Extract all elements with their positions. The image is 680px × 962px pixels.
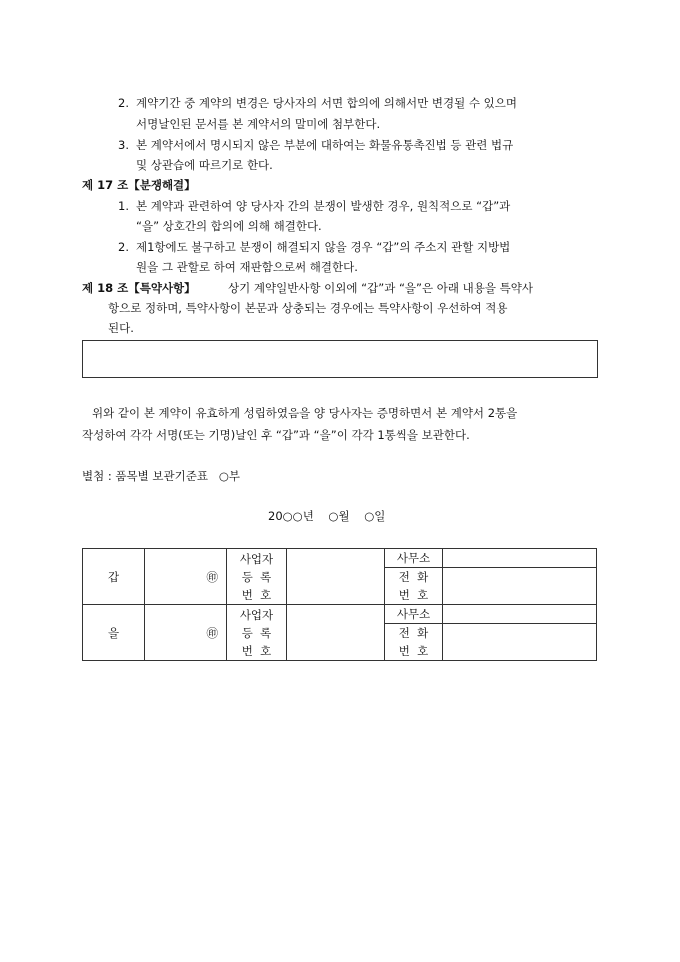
phone-label-line: 전 화 (398, 570, 429, 584)
signature-row-gap (83, 549, 597, 568)
phone-label-line: 번 호 (398, 644, 429, 658)
party-name-gap: 갑 (83, 549, 145, 605)
article18-title: 제 18 조【특약사항】 (82, 281, 196, 295)
article18-line3: 된다. (108, 321, 134, 335)
article16-item2-line2: 서명날인된 문서를 본 계약서의 말미에 첨부한다. (136, 117, 381, 131)
phone-label-eul (385, 624, 443, 661)
phone-label-line: 전 화 (398, 626, 429, 640)
article18-line2: 항으로 정하며, 특약사항이 본문과 상충되는 경우에는 특약사항이 우선하여 적용 (108, 301, 508, 315)
article17-item1-line2: “을” 상호간의 합의에 의해 해결한다. (136, 219, 322, 233)
biz-reg-value-gap[interactable] (287, 549, 385, 605)
closing-line1: 위와 같이 본 계약이 유효하게 성립하였음을 양 당사자는 증명하면서 본 계약서 2통을 (92, 406, 518, 420)
attachment-note: 별첨 : 품목별 보관기준표 ○부 (82, 469, 241, 483)
article16-item2-line1: 계약기간 중 계약의 변경은 당사자의 서면 합의에 의해서만 변경될 수 있으며 (136, 96, 517, 110)
phone-label-gap (385, 568, 443, 605)
phone-value-gap[interactable] (443, 568, 597, 605)
article16-item2-number: 2. (118, 96, 129, 110)
article18-line1: 상기 계약일반사항 이외에 “갑”과 “을”은 아래 내용을 특약사 (228, 281, 533, 295)
biz-reg-label-line: 사업자 (239, 551, 274, 566)
office-value-eul[interactable] (443, 605, 597, 624)
party-name-eul: 을 (83, 605, 145, 661)
article17-item2-line2: 원을 그 관할로 하여 재판함으로써 해결한다. (136, 260, 358, 274)
office-value-gap[interactable] (443, 549, 597, 568)
biz-reg-label-line: 번 호 (241, 643, 272, 658)
phone-label-line: 번 호 (398, 588, 429, 602)
seal-mark-gap: ㊞ (145, 549, 227, 605)
signature-row-eul (83, 605, 597, 624)
biz-reg-label-line: 등 록 (241, 569, 272, 584)
article16-item3-line2: 및 상관습에 따르기로 한다. (136, 158, 273, 172)
closing-line2: 작성하여 각각 서명(또는 기명)날인 후 “갑”과 “을”이 각각 1통씩을 보관한다. (82, 428, 470, 442)
article16-item3-number: 3. (118, 138, 129, 152)
biz-reg-label-gap (227, 549, 287, 605)
office-label-eul: 사무소 (385, 605, 443, 624)
biz-reg-label-line: 사업자 (239, 607, 274, 622)
biz-reg-label-eul (227, 605, 287, 661)
biz-reg-value-eul[interactable] (287, 605, 385, 661)
article17-item1-line1: 본 계약과 관련하여 양 당사자 간의 분쟁이 발생한 경우, 원칙적으로 “갑”과 (136, 199, 511, 213)
article17-item2-line1: 제1항에도 불구하고 분쟁이 해결되지 않을 경우 “갑”의 주소지 관할 지방법 (136, 240, 511, 254)
biz-reg-label-line: 번 호 (241, 587, 272, 602)
article17-title: 제 17 조【분쟁해결】 (82, 178, 196, 192)
phone-value-eul[interactable] (443, 624, 597, 661)
article16-item3-line1: 본 계약서에서 명시되지 않은 부분에 대하여는 화물유통촉진법 등 관련 법규 (136, 138, 514, 152)
article17-item1-number: 1. (118, 199, 129, 213)
seal-mark-eul: ㊞ (145, 605, 227, 661)
contract-date: 20○○년 ○월 ○일 (268, 509, 386, 523)
biz-reg-label-line: 등 록 (241, 625, 272, 640)
office-label-gap: 사무소 (385, 549, 443, 568)
article17-item2-number: 2. (118, 240, 129, 254)
signature-table (82, 548, 597, 661)
special-terms-box (82, 340, 598, 378)
